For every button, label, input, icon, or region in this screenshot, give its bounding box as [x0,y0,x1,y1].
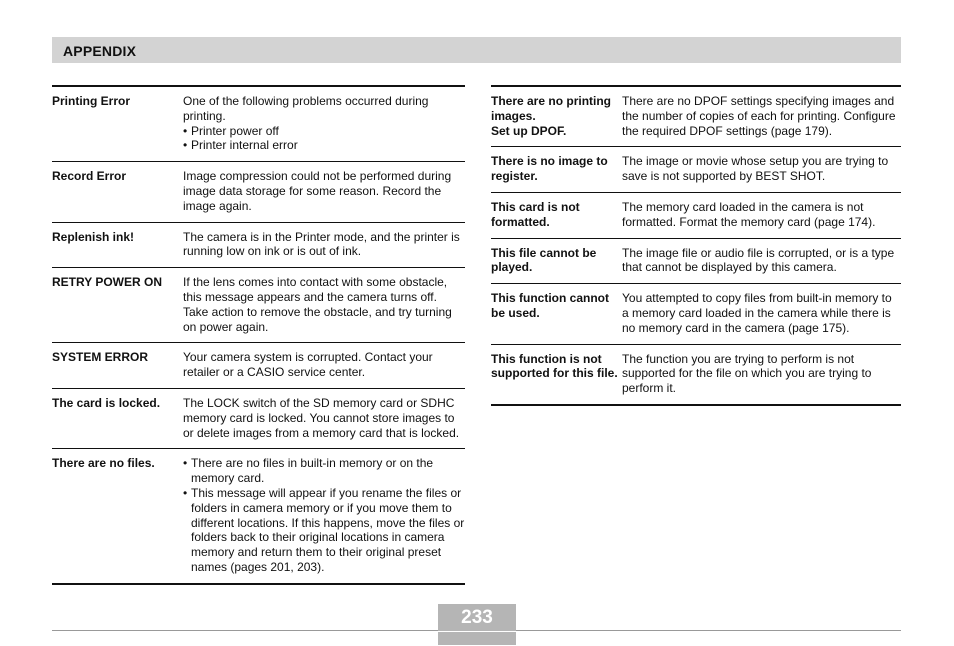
table-row [491,284,901,344]
error-term: Record Error [52,169,127,184]
error-table-left [52,85,465,585]
table-row [491,193,901,239]
error-description: The image or movie whose setup you are trying to save is not supported by BEST SHOT. [622,154,889,184]
table-row [52,223,465,269]
error-description [183,94,465,153]
error-term [491,94,622,138]
page-number: 233 [461,607,493,628]
table-row [52,87,465,162]
page-number-tab [438,632,516,645]
error-description: You attempted to copy files from built-in memory to a memory card loaded in the camera while there is no memory card in the camera (page 175). [622,291,892,335]
error-term: This function cannot be used. [491,291,609,320]
table-row [52,449,465,584]
error-description: Your camera system is corrupted. Contact your retailer or a CASIO service center. [183,350,433,380]
table-row [52,389,465,449]
error-description: Image compression could not be performed during image data storage for some reason. Record the image again. [183,169,452,213]
error-description: The memory card loaded in the camera is not formatted. Format the memory card (page 174). [622,199,876,229]
section-header [52,37,901,63]
error-term: There is no image to register. [491,154,608,184]
error-description [183,456,465,574]
error-term: This file cannot be played. [491,245,597,275]
error-term-line: Set up DPOF. [491,123,567,138]
error-term: There are no files. [52,456,155,471]
bullet-list [183,456,465,574]
table-row [491,345,901,406]
error-description: The camera is in the Printer mode, and the printer is running low on ink or is out of ink. [183,229,460,259]
bullet-item: • Printer internal error [183,138,465,153]
bullet-item: • There are no files in built-in memory or on the memory card. [183,456,465,486]
table-row [491,239,901,285]
error-term: RETRY POWER ON [52,275,163,290]
error-description: The function you are trying to perform is not supported for the file on which you are trying to perform it. [622,351,872,396]
table-row [491,147,901,193]
error-term: Replenish ink! [52,229,135,244]
page-number-badge [438,604,516,644]
error-term: This function is not supported for this file. [491,351,618,381]
error-description: If the lens comes into contact with some obstacle, this message appears and the camera turns off. Take action to remove the obstacle, and try turning on power again. [183,275,452,334]
bullet-item: • This message will appear if you rename the files or folders in camera memory or if you move them to different locations. If this happens, move the files or folders back to their original locations in camera memory and return them to their original preset names (pages 201, 203). [183,486,465,575]
error-term: The card is locked. [52,395,161,410]
table-row [52,162,465,222]
description-text: One of the following problems occurred during printing. [183,94,429,123]
error-description: There are no DPOF settings specifying images and the number of copies of each for printing. Configure the required DPOF settings (page 179). [622,94,896,138]
error-term: This card is not formatted. [491,199,580,229]
error-term-line: There are no printing images. [491,94,612,123]
bullet-list [183,124,465,154]
section-title: APPENDIX [63,43,137,59]
bullet-item: • Printer power off [183,124,465,139]
error-table-right [491,85,901,406]
error-description: The image file or audio file is corrupted, or is a type that cannot be displayed by this camera. [622,245,895,275]
table-row [491,87,901,147]
error-term: SYSTEM ERROR [52,350,149,365]
table-row [52,268,465,343]
table-row [52,343,465,389]
error-term: Printing Error [52,94,131,108]
error-description: The LOCK switch of the SD memory card or SDHC memory card is locked. You cannot store images to or delete images from a memory card that is locked. [183,395,460,440]
